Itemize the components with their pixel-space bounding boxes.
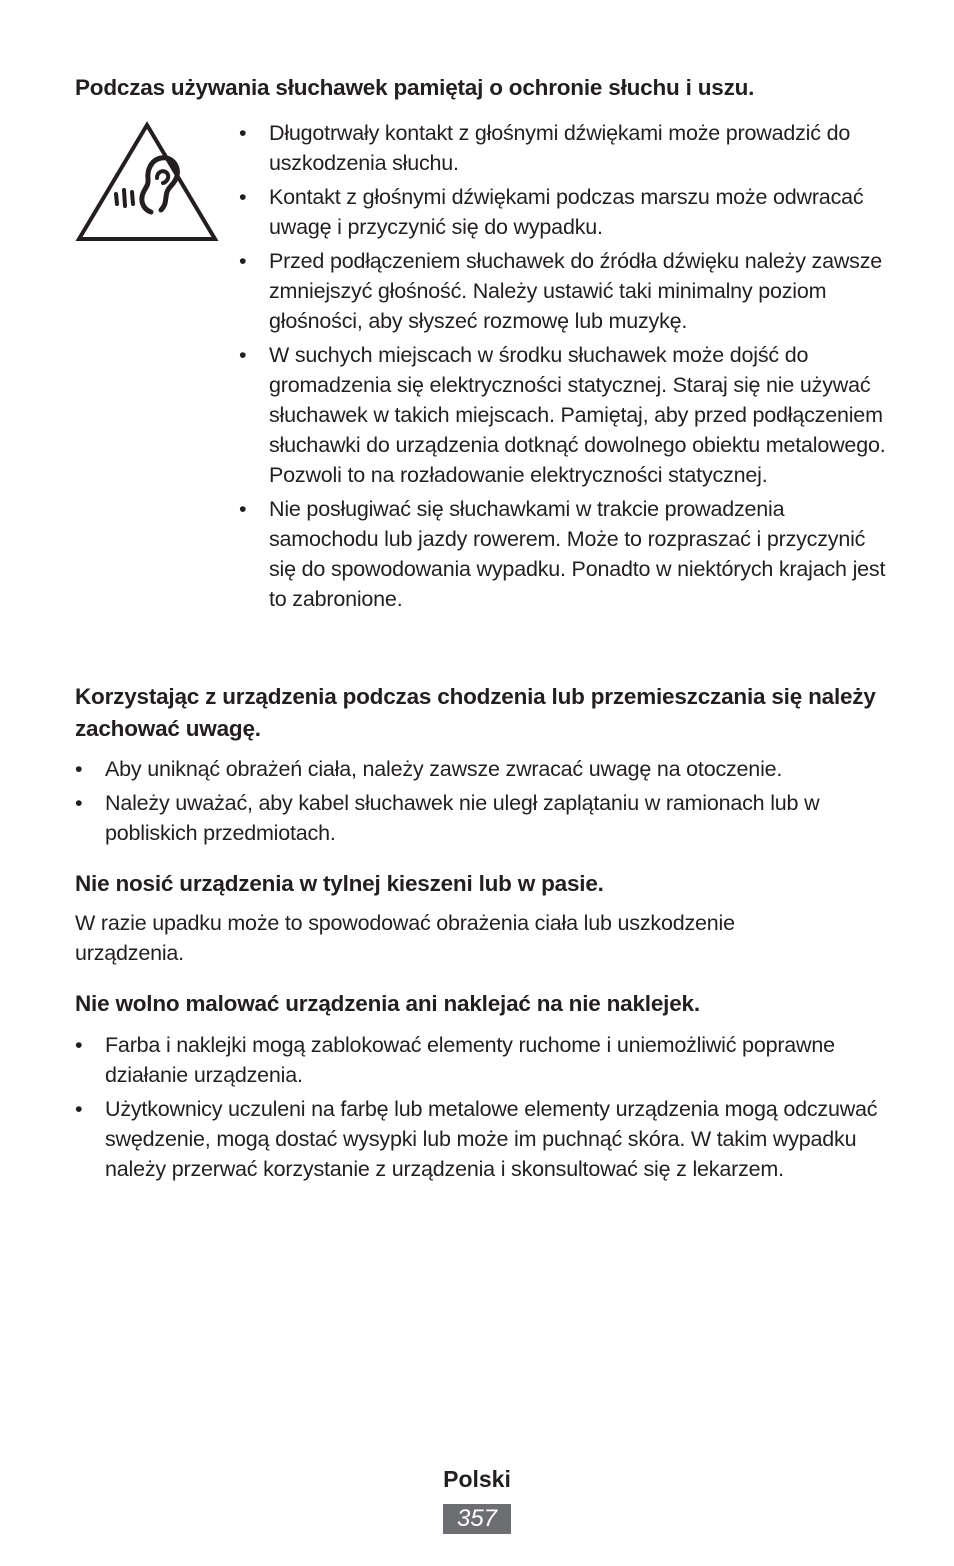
list-item: • W suchych miejscach w środku słuchawek może dojść do gromadzenia się elektryczności statycznej. Staraj się nie używać słuchawek w takich miejscach. Pamiętaj, aby przed podłączeniem słuchawki do urządzenia dotknąć dowolnego obiektu metalowego. Pozwoli to na rozładowanie elektryczności statycznej. [239,340,889,490]
ear-warning-icon [75,120,219,244]
list-item: • Długotrwały kontakt z głośnymi dźwiękami może prowadzić do uszkodzenia słuchu. [239,118,889,178]
list-item: • Przed podłączeniem słuchawek do źródła dźwięku należy zawsze zmniejszyć głośność. Należy ustawić taki minimalny poziom głośności, aby słyszeć rozmowę lub muzykę. [239,246,889,336]
list-item: • Należy uważać, aby kabel słuchawek nie uległ zaplątaniu w ramionach lub w pobliskich przedmiotach. [75,788,890,848]
section-heading-paint: Nie wolno malować urządzenia ani naklejać na nie naklejek. [75,991,700,1016]
paint-warning-list [75,1030,890,1188]
walking-warning-list [75,754,890,852]
list-item: • Aby uniknąć obrażeń ciała, należy zawsze zwracać uwagę na otoczenie. [75,754,890,784]
language-label: Polski [443,1466,511,1492]
list-item: • Nie posługiwać się słuchawkami w trakcie prowadzenia samochodu lub jazdy rowerem. Może to rozpraszać i przyczynić się do spowodowania wypadku. Ponadto w niektórych krajach jest to zabronione. [239,494,889,614]
section-heading-walking: Korzystając z urządzenia podczas chodzenia lub przemieszczania się należy zachować uwagę. [75,684,876,741]
page-footer [0,1463,954,1534]
section-heading-hearing: Podczas używania słuchawek pamiętaj o ochronie słuchu i uszu. [75,75,755,100]
hearing-warning-list [239,118,889,618]
list-item: • Farba i naklejki mogą zablokować elementy ruchome i uniemożliwić poprawne działanie urządzenia. [75,1030,890,1090]
list-item: • Kontakt z głośnymi dźwiękami podczas marszu może odwracać uwagę i przyczynić się do wypadku. [239,182,889,242]
section-paragraph-pocket: W razie upadku może to spowodować obrażenia ciała lub uszkodzenie urządzenia. [75,911,735,965]
section-heading-pocket: Nie nosić urządzenia w tylnej kieszeni lub w pasie. [75,871,604,896]
list-item: • Użytkownicy uczuleni na farbę lub metalowe elementy urządzenia mogą odczuwać swędzenie, mogą dostać wysypki lub może im puchnąć skóra. W takim wypadku należy przerwać korzystanie z urządzenia i skonsultować się z lekarzem. [75,1094,890,1184]
page-number-badge: 357 [443,1504,511,1534]
